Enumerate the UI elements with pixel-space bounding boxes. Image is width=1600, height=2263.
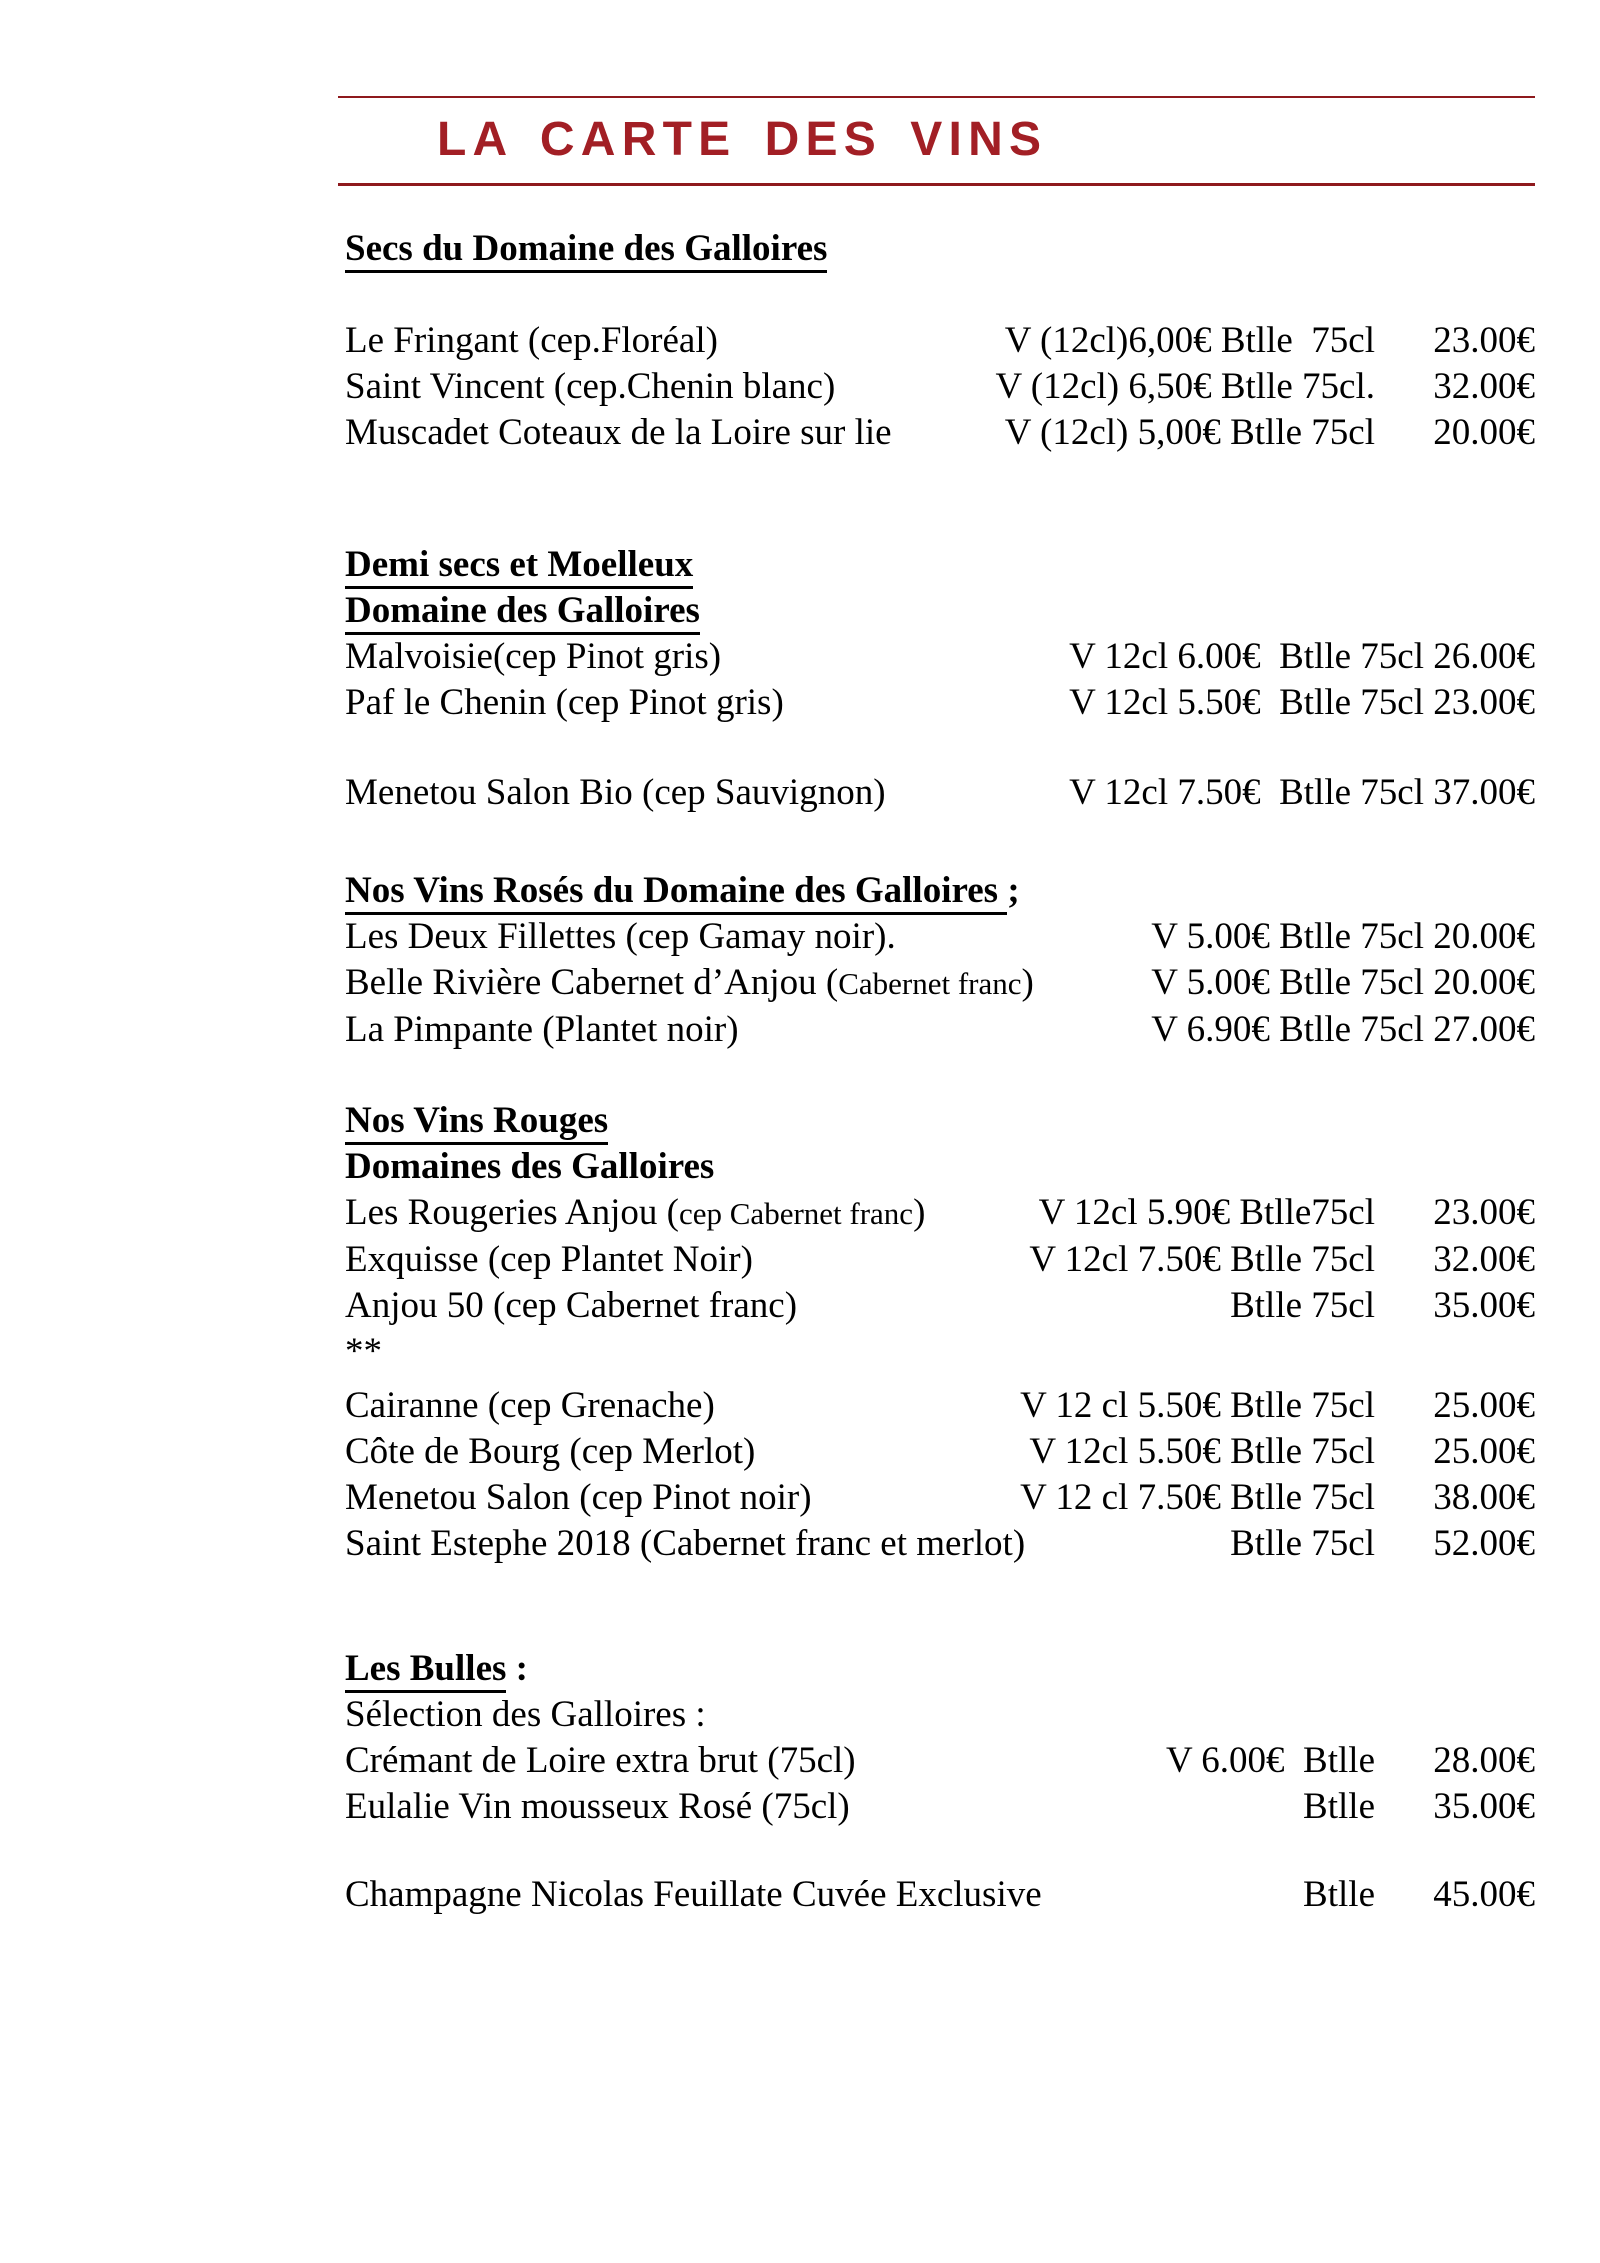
serving-and-price: Btlle 75cl: [1230, 1285, 1375, 1326]
wine-item: [345, 1872, 1535, 1918]
wine-item: [345, 1738, 1535, 1784]
bottle-price: 25.00€: [1433, 1385, 1535, 1426]
serving-and-price: V 12cl 7.50€ Btlle 75cl: [1029, 1239, 1375, 1280]
wine-name: [345, 1475, 1020, 1521]
wine-item: [345, 1329, 1535, 1375]
wine-name: [345, 1872, 1303, 1918]
wine-name: [345, 914, 1151, 960]
section-heading-text: Domaine des Galloires: [345, 590, 700, 635]
bottle-price: 25.00€: [1433, 1431, 1535, 1472]
wine-name-text: Le Fringant (cep.Floréal): [345, 320, 718, 361]
wine-name: [345, 1429, 1029, 1475]
serving-and-price: V (12cl) 5,00€ Btlle 75cl: [1004, 412, 1375, 453]
section-heading-text: Demi secs et Moelleux: [345, 544, 693, 589]
wine-name: [345, 1383, 1020, 1429]
wine-name: [345, 1283, 1230, 1329]
wine-item: [345, 1784, 1535, 1830]
section-heading-text: Domaines des Galloires: [345, 1146, 715, 1187]
wine-name-text: Saint Vincent (cep.Chenin blanc): [345, 366, 836, 407]
wine-name-text: **: [345, 1331, 382, 1372]
wine-name-text: Muscadet Coteaux de la Loire sur lie: [345, 412, 901, 453]
section-items: [345, 318, 1535, 456]
section-heading-text: Nos Vins Rouges: [345, 1100, 608, 1145]
bottle-price: 35.00€: [1433, 1285, 1535, 1326]
wine-section-secs: [345, 226, 1535, 456]
bottle-price: 23.00€: [1433, 320, 1535, 361]
section-heading: [345, 588, 1535, 634]
section-heading: [345, 542, 1535, 588]
wine-name: [345, 770, 1069, 816]
wine-name: [345, 1190, 1039, 1237]
bottle-price: 32.00€: [1433, 1239, 1535, 1280]
wine-name-text: Saint Estephe 2018 (Cabernet franc et merlot): [345, 1523, 1026, 1564]
wine-item: [345, 770, 1535, 816]
section-heading: [345, 1646, 1535, 1692]
page-title: LA CARTE DES VINS: [437, 113, 1048, 166]
section-heading: [345, 1144, 1535, 1190]
serving-and-price: V 6.90€ Btlle 75cl 27.00€: [1151, 1009, 1535, 1050]
section-heading-text: Nos Vins Rosés du Domaine des Galloires: [345, 870, 1007, 915]
wine-name-text: Anjou 50 (cep Cabernet franc): [345, 1285, 798, 1326]
wine-name: [345, 634, 1069, 680]
menu-content: [345, 96, 1535, 1918]
bottle-price: 38.00€: [1433, 1477, 1535, 1518]
section-items: [345, 1738, 1535, 1918]
wine-name-end: ): [1021, 962, 1044, 1003]
wine-item: [345, 1007, 1535, 1053]
wine-name-text: Menetou Salon (cep Pinot noir): [345, 1477, 812, 1518]
wine-name-text: Exquisse (cep Plantet Noir): [345, 1239, 753, 1280]
wine-list: [345, 226, 1535, 1918]
menu-header: [345, 96, 1535, 186]
wine-name-text: Menetou Salon Bio (cep Sauvignon): [345, 772, 886, 813]
wine-section-roses: [345, 868, 1535, 1053]
serving-and-price: V 12 cl 7.50€ Btlle 75cl: [1020, 1477, 1375, 1518]
wine-section-demi-secs-moelleux: [345, 542, 1535, 816]
section-items: [345, 1190, 1535, 1567]
wine-item: [345, 634, 1535, 680]
wine-name-end: ): [913, 1192, 926, 1233]
blank-line: [345, 726, 1535, 770]
serving-and-price: Btlle: [1303, 1786, 1375, 1827]
wine-item: [345, 1475, 1535, 1521]
section-heading: [345, 1692, 1535, 1738]
section-heading: [345, 868, 1535, 914]
serving-and-price: V (12cl) 6,50€ Btlle 75cl.: [995, 366, 1375, 407]
blank-line: [345, 1830, 1535, 1872]
wine-name-text: Les Rougeries Anjou (: [345, 1192, 679, 1233]
serving-and-price: V (12cl)6,00€ Btlle 75cl: [1004, 320, 1375, 361]
wine-name-text: Malvoisie(cep Pinot gris): [345, 636, 722, 677]
wine-name: [345, 1521, 1230, 1567]
wine-section-rouges: [345, 1098, 1535, 1567]
wine-item: [345, 1190, 1535, 1237]
wine-name: [345, 1007, 1151, 1053]
wine-name-grape-small: Cabernet franc: [838, 966, 1022, 1001]
bottle-price: 52.00€: [1433, 1523, 1535, 1564]
wine-item: [345, 1383, 1535, 1429]
wine-section-bulles: [345, 1646, 1535, 1918]
wine-item: [345, 1283, 1535, 1329]
section-items: [345, 634, 1535, 816]
wine-name-text: Crémant de Loire extra brut (75cl): [345, 1740, 856, 1781]
bottle-price: 35.00€: [1433, 1786, 1535, 1827]
section-heading-text: Secs du Domaine des Galloires: [345, 228, 827, 273]
wine-item: [345, 364, 1535, 410]
bottle-price: 28.00€: [1433, 1740, 1535, 1781]
section-heading-text: Les Bulles: [345, 1648, 506, 1693]
wine-item: [345, 960, 1535, 1007]
wine-item: [345, 1237, 1535, 1283]
serving-and-price: V 12cl 7.50€ Btlle 75cl 37.00€: [1069, 772, 1535, 813]
serving-and-price: V 5.00€ Btlle 75cl 20.00€: [1151, 916, 1535, 957]
wine-item: [345, 680, 1535, 726]
section-heading-suffix: :: [506, 1648, 528, 1689]
section-heading-suffix: ;: [1007, 870, 1020, 911]
wine-name: [345, 960, 1151, 1007]
wine-name: [345, 318, 1005, 364]
serving-and-price: Btlle 75cl: [1230, 1523, 1375, 1564]
section-heading-text: Sélection des Galloires :: [345, 1694, 706, 1735]
wine-name: [345, 1329, 1535, 1375]
section-items: [345, 914, 1535, 1053]
wine-name-text: Paf le Chenin (cep Pinot gris): [345, 682, 784, 723]
wine-name: [345, 680, 1069, 726]
wine-name-text: Cairanne (cep Grenache): [345, 1385, 715, 1426]
wine-name: [345, 1784, 1303, 1830]
wine-item: [345, 1429, 1535, 1475]
serving-and-price: V 6.00€ Btlle: [1166, 1740, 1375, 1781]
serving-and-price: V 12 cl 5.50€ Btlle 75cl: [1020, 1385, 1375, 1426]
header-top-rule: [338, 96, 1535, 98]
serving-and-price: V 5.00€ Btlle 75cl 20.00€: [1151, 962, 1535, 1003]
wine-item: [345, 1521, 1535, 1567]
bottle-price: 20.00€: [1433, 412, 1535, 453]
wine-item: [345, 318, 1535, 364]
wine-name: [345, 364, 995, 410]
serving-and-price: V 12cl 5.50€ Btlle 75cl 23.00€: [1069, 682, 1535, 723]
serving-and-price: Btlle: [1303, 1874, 1375, 1915]
serving-and-price: V 12cl 5.90€ Btlle75cl: [1038, 1192, 1375, 1233]
section-heading: [345, 226, 1535, 272]
wine-item: [345, 914, 1535, 960]
wine-name: [345, 410, 1005, 456]
bottle-price: 32.00€: [1433, 366, 1535, 407]
wine-item: [345, 410, 1535, 456]
wine-name-text: Côte de Bourg (cep Merlot): [345, 1431, 756, 1472]
bottle-price: 23.00€: [1433, 1192, 1535, 1233]
wine-name-grape-small: cep Cabernet franc: [678, 1196, 914, 1231]
serving-and-price: V 12cl 5.50€ Btlle 75cl: [1029, 1431, 1375, 1472]
wine-name: [345, 1738, 1166, 1784]
wine-name-text: Eulalie Vin mousseux Rosé (75cl): [345, 1786, 850, 1827]
wine-name-text: La Pimpante (Plantet noir): [345, 1009, 739, 1050]
wine-name: [345, 1237, 1029, 1283]
wine-name-text: Les Deux Fillettes (cep Gamay noir).: [345, 916, 896, 957]
header-bottom-rule: [338, 183, 1535, 186]
wine-name-text: Belle Rivière Cabernet d’Anjou (: [345, 962, 839, 1003]
wine-name-text: Champagne Nicolas Feuillate Cuvée Exclusive: [345, 1874, 1042, 1915]
bottle-price: 45.00€: [1433, 1874, 1535, 1915]
section-heading: [345, 1098, 1535, 1144]
serving-and-price: V 12cl 6.00€ Btlle 75cl 26.00€: [1069, 636, 1535, 677]
